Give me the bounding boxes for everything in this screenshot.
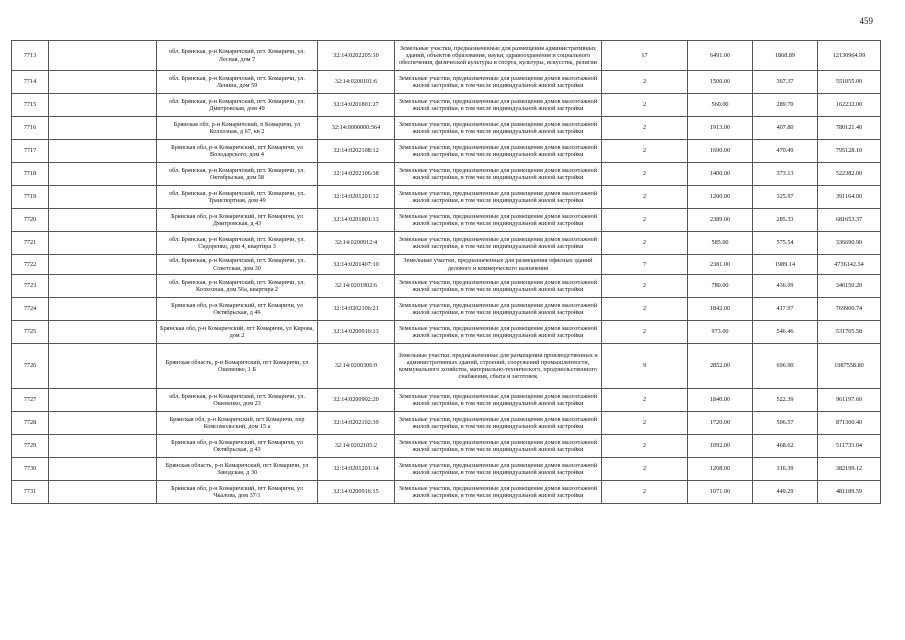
cadastral-value-cell: 961197.60 [818, 389, 881, 412]
row-number: 7714 [12, 71, 49, 94]
specific-value-cell: 325.97 [753, 186, 818, 209]
cadastral-value-cell: 871300.40 [818, 412, 881, 435]
area-cell: 1720.00 [688, 412, 753, 435]
use-code-cell: 2 [602, 186, 688, 209]
blank-cell [49, 41, 157, 71]
cadastral-value-cell: 382199.12 [818, 458, 881, 481]
area-cell: 780.00 [688, 275, 753, 298]
use-code-cell: 2 [602, 275, 688, 298]
blank-cell [49, 140, 157, 163]
land-use-cell: Земельные участки, предназначенные для размещения домов малоэтажной жилой застройки, в том числе индивидуальной жилой застройки [395, 412, 602, 435]
address-cell: Брянская обл, р-н Комаричский, пгт Комаричи, ул Чкалова, дом 37/1 [157, 481, 318, 504]
use-code-cell: 17 [602, 41, 688, 71]
address-cell: обл. Брянская, р-н Комаричский, пгт. Комаричи, ул. Сидоренко, дом 4, квартира 3 [157, 232, 318, 255]
cadastral-value-cell: 391164.00 [818, 186, 881, 209]
address-cell: обл. Брянская, р-н Комаричский, пгт. Комаричи, ул. Ленина, дом 59 [157, 71, 318, 94]
row-number: 7715 [12, 94, 49, 117]
table-row [12, 412, 881, 435]
address-cell: Брянская обл, р-н Комаричский, пгт Комаричи, пер Комсомольский, дом 15 а [157, 412, 318, 435]
cadastral-number-cell: 32:14:0200910:13 [318, 321, 395, 344]
row-number: 7720 [12, 209, 49, 232]
specific-value-cell: 436.09 [753, 275, 818, 298]
row-number: 7729 [12, 435, 49, 458]
row-number: 7723 [12, 275, 49, 298]
row-number: 7731 [12, 481, 49, 504]
cadastral-number-cell: 32:14:0201801:27 [318, 94, 395, 117]
use-code-cell: 2 [602, 140, 688, 163]
blank-cell [49, 481, 157, 504]
blank-cell [49, 458, 157, 481]
use-code-cell: 2 [602, 117, 688, 140]
land-use-cell: Земельные участки, предназначенные для размещения домов малоэтажной жилой застройки, в том числе индивидуальной жилой застройки [395, 321, 602, 344]
use-code-cell: 2 [602, 458, 688, 481]
area-cell: 585.00 [688, 232, 753, 255]
area-cell: 2381.00 [688, 255, 753, 275]
use-code-cell: 2 [602, 209, 688, 232]
row-number: 7713 [12, 41, 49, 71]
use-code-cell: 2 [602, 163, 688, 186]
specific-value-cell: 575.54 [753, 232, 818, 255]
blank-cell [49, 255, 157, 275]
use-code-cell: 9 [602, 344, 688, 389]
address-cell: обл. Брянская, р-н Комаричский, пгт. Комаричи, ул. Транспортная, дом 49 [157, 186, 318, 209]
land-registry-table [11, 40, 881, 504]
blank-cell [49, 163, 157, 186]
blank-cell [49, 71, 157, 94]
land-use-cell: Земельные участки, предназначенные для размещения домов малоэтажной жилой застройки, в том числе индивидуальной жилой застройки [395, 186, 602, 209]
blank-cell [49, 298, 157, 321]
land-use-cell: Земельные участки, предназначенные для размещения домов малоэтажной жилой застройки, в том числе индивидуальной жилой застройки [395, 163, 602, 186]
specific-value-cell: 470.49 [753, 140, 818, 163]
use-code-cell: 7 [602, 255, 688, 275]
address-cell: обл. Брянская, р-н Комаричский, пгт. Комаричи, ул. Колхозная, дом 56а, квартира 2 [157, 275, 318, 298]
cadastral-number-cell: 32:14:0000000:564 [318, 117, 395, 140]
cadastral-number-cell: 32:14:0202106:21 [318, 298, 395, 321]
cadastral-number-cell: 32:14:0202108:12 [318, 140, 395, 163]
specific-value-cell: 289.70 [753, 94, 818, 117]
table-row [12, 94, 881, 117]
table-row [12, 232, 881, 255]
area-cell: 1200.00 [688, 186, 753, 209]
specific-value-cell: 449.29 [753, 481, 818, 504]
blank-cell [49, 412, 157, 435]
area-cell: 1092.00 [688, 435, 753, 458]
row-number: 7728 [12, 412, 49, 435]
row-number: 7724 [12, 298, 49, 321]
blank-cell [49, 435, 157, 458]
blank-cell [49, 321, 157, 344]
table-row [12, 275, 881, 298]
area-cell: 2389.00 [688, 209, 753, 232]
use-code-cell: 2 [602, 298, 688, 321]
row-number: 7716 [12, 117, 49, 140]
blank-cell [49, 344, 157, 389]
address-cell: обл. Брянская, р-н Комаричский, пгт. Комаричи, ул. Октябрьская, дом 58 [157, 163, 318, 186]
row-number: 7718 [12, 163, 49, 186]
specific-value-cell: 506.57 [753, 412, 818, 435]
land-use-cell: Земельные участки, предназначенные для размещения домов малоэтажной жилой застройки, в том числе индивидуальной жилой застройки [395, 94, 602, 117]
cadastral-value-cell: 531705.58 [818, 321, 881, 344]
address-cell: обл. Брянская, р-н Комаричский, пгт. Комаричи, ул. Советская, дом 30 [157, 255, 318, 275]
cadastral-number-cell: 32:14:0202105:2 [318, 435, 395, 458]
table-row [12, 140, 881, 163]
land-use-cell: Земельные участки, предназначенные для размещения домов малоэтажной жилой застройки, в том числе индивидуальной жилой застройки [395, 389, 602, 412]
table-row [12, 71, 881, 94]
specific-value-cell: 1868.89 [753, 41, 818, 71]
blank-cell [49, 117, 157, 140]
row-number: 7726 [12, 344, 49, 389]
address-cell: Брянская обл, р-н Комаричский, пгт Комаричи, ул Дмитровская, д 43 [157, 209, 318, 232]
cadastral-number-cell: 32:14:0200902:20 [318, 389, 395, 412]
cadastral-value-cell: 511733.04 [818, 435, 881, 458]
area-cell: 1690.00 [688, 140, 753, 163]
specific-value-cell: 316.39 [753, 458, 818, 481]
use-code-cell: 2 [602, 232, 688, 255]
specific-value-cell: 1989.14 [753, 255, 818, 275]
address-cell: обл. Брянская, р-н Комаричский, пгт. Комаричи, ул. Ошевенко, дом 23 [157, 389, 318, 412]
blank-cell [49, 232, 157, 255]
area-cell: 1842.00 [688, 298, 753, 321]
address-cell: Брянская обл, р-н Комаричский, пгт Комаричи, ул Октябрьская, д 43 [157, 435, 318, 458]
cadastral-number-cell: 32:14:0201201:12 [318, 186, 395, 209]
land-use-cell: Земельные участки, предназначенные для размещения домов малоэтажной жилой застройки, в том числе индивидуальной жилой застройки [395, 481, 602, 504]
use-code-cell: 2 [602, 71, 688, 94]
specific-value-cell: 546.46 [753, 321, 818, 344]
address-cell: Брянская область, р-н Комаричский, пгт Комаричи, ул Ошевенко, 1 Б [157, 344, 318, 389]
registry-body [12, 41, 881, 504]
land-use-cell: Земельные участки, предназначенные для размещения домов малоэтажной жилой застройки, в том числе индивидуальной жилой застройки [395, 298, 602, 321]
table-row [12, 298, 881, 321]
blank-cell [49, 209, 157, 232]
table-row [12, 41, 881, 71]
specific-value-cell: 285.33 [753, 209, 818, 232]
specific-value-cell: 696.90 [753, 344, 818, 389]
land-use-cell: Земельные участки, предназначенные для размещения домов малоэтажной жилой застройки, в том числе индивидуальной жилой застройки [395, 209, 602, 232]
table-row [12, 186, 881, 209]
land-use-cell: Земельные участки, предназначенные для размещения домов малоэтажной жилой застройки, в том числе индивидуальной жилой застройки [395, 458, 602, 481]
blank-cell [49, 275, 157, 298]
table-row [12, 255, 881, 275]
land-use-cell: Земельные участки, предназначенные для размещения домов малоэтажной жилой застройки, в том числе индивидуальной жилой застройки [395, 232, 602, 255]
table-row [12, 389, 881, 412]
cadastral-number-cell: 32:14:0200306:9 [318, 344, 395, 389]
cadastral-value-cell: 795128.10 [818, 140, 881, 163]
cadastral-number-cell: 32:14:0201407:10 [318, 255, 395, 275]
cadastral-value-cell: 162232.00 [818, 94, 881, 117]
specific-value-cell: 468.62 [753, 435, 818, 458]
use-code-cell: 2 [602, 435, 688, 458]
area-cell: 1400.00 [688, 163, 753, 186]
cadastral-value-cell: 4736142.34 [818, 255, 881, 275]
row-number: 7717 [12, 140, 49, 163]
row-number: 7722 [12, 255, 49, 275]
use-code-cell: 2 [602, 481, 688, 504]
table-row [12, 163, 881, 186]
cadastral-number-cell: 32:14:0202205:10 [318, 41, 395, 71]
blank-cell [49, 389, 157, 412]
row-number: 7725 [12, 321, 49, 344]
blank-cell [49, 94, 157, 117]
cadastral-value-cell: 336690.90 [818, 232, 881, 255]
row-number: 7721 [12, 232, 49, 255]
table-row [12, 435, 881, 458]
table-row [12, 209, 881, 232]
blank-cell [49, 186, 157, 209]
land-use-cell: Земельные участки, предназначенные для размещения домов малоэтажной жилой застройки, в том числе индивидуальной жилой застройки [395, 71, 602, 94]
address-cell: Брянская обл, р-н Комаричский, пгт Комаричи, ул Володарского, дом 4 [157, 140, 318, 163]
page-number: 459 [859, 16, 873, 26]
area-cell: 560.00 [688, 94, 753, 117]
land-use-cell: Земельные участки, предназначенные для размещения административных зданий, объектов образования, науки, здравоохранения и социального обеспечения, физической культуры и спорта, культуры, искусства, религии [395, 41, 602, 71]
cadastral-number-cell: 32:14:0202102:39 [318, 412, 395, 435]
address-cell: Брянская обл, р-н Комаричский, пгт Комаричи, ул Октябрьская, д 46 [157, 298, 318, 321]
address-cell: Брянская обл, р-н Комаричский, п Комаричи, ул Колхозная, д 67, кв 2 [157, 117, 318, 140]
land-use-cell: Земельные участки, предназначенные для размещения домов малоэтажной жилой застройки, в том числе индивидуальной жилой застройки [395, 140, 602, 163]
cadastral-value-cell: 681653.37 [818, 209, 881, 232]
land-use-cell: Земельные участки, предназначенные для размещения домов малоэтажной жилой застройки, в том числе индивидуальной жилой застройки [395, 435, 602, 458]
address-cell: Брянская область, р-н Комаричский, пгт Комаричи, ул Заводская, д 30 [157, 458, 318, 481]
cadastral-number-cell: 32:14:0200912:4 [318, 232, 395, 255]
land-use-cell: Земельные участки, предназначенные для размещения домов малоэтажной жилой застройки, в том числе индивидуальной жилой застройки [395, 117, 602, 140]
row-number: 7727 [12, 389, 49, 412]
land-use-cell: Земельные участки, предназначенные для размещения офисных зданий делового и коммерческого назначения [395, 255, 602, 275]
use-code-cell: 2 [602, 321, 688, 344]
address-cell: Брянская обл, р-н Комаричский, пгт Комаричи, ул Кирова, дом 2 [157, 321, 318, 344]
table-row [12, 481, 881, 504]
specific-value-cell: 417.97 [753, 298, 818, 321]
area-cell: 1840.00 [688, 389, 753, 412]
cadastral-value-cell: 340150.20 [818, 275, 881, 298]
row-number: 7719 [12, 186, 49, 209]
cadastral-value-cell: 780121.40 [818, 117, 881, 140]
address-cell: обл. Брянская, р-н Комаричский, пгт. Комаричи, ул. Дмитровская, дом 49 [157, 94, 318, 117]
cadastral-value-cell: 551055.00 [818, 71, 881, 94]
specific-value-cell: 367.37 [753, 71, 818, 94]
land-use-cell: Земельные участки, предназначенные для размещения производственных и административных зданий, строений, сооружений промышленности, коммунального хозяйства, материально-технического, продовольственного снабжения, сбыта и заготовок [395, 344, 602, 389]
area-cell: 1913.00 [688, 117, 753, 140]
table-row [12, 117, 881, 140]
area-cell: 1071.00 [688, 481, 753, 504]
cadastral-number-cell: 32:14:0201801:13 [318, 209, 395, 232]
cadastral-number-cell: 32:14:0202106:38 [318, 163, 395, 186]
row-number: 7730 [12, 458, 49, 481]
cadastral-number-cell: 32:14:0201201:14 [318, 458, 395, 481]
cadastral-value-cell: 522382.00 [818, 163, 881, 186]
cadastral-value-cell: 12130964.99 [818, 41, 881, 71]
area-cell: 6491.00 [688, 41, 753, 71]
use-code-cell: 2 [602, 412, 688, 435]
area-cell: 2852.00 [688, 344, 753, 389]
specific-value-cell: 373.13 [753, 163, 818, 186]
area-cell: 1208.00 [688, 458, 753, 481]
cadastral-value-cell: 769900.74 [818, 298, 881, 321]
cadastral-value-cell: 481189.59 [818, 481, 881, 504]
land-use-cell: Земельные участки, предназначенные для размещения домов малоэтажной жилой застройки, в том числе индивидуальной жилой застройки [395, 275, 602, 298]
address-cell: обл. Брянская, р-н Комаричский, пгт. Комаричи, ул. Лесная, дом 7 [157, 41, 318, 71]
area-cell: 1500.00 [688, 71, 753, 94]
specific-value-cell: 522.39 [753, 389, 818, 412]
cadastral-number-cell: 32:14:0200101:6 [318, 71, 395, 94]
specific-value-cell: 407.80 [753, 117, 818, 140]
area-cell: 973.00 [688, 321, 753, 344]
cadastral-value-cell: 1987558.80 [818, 344, 881, 389]
cadastral-number-cell: 32:14:0201902:6 [318, 275, 395, 298]
use-code-cell: 2 [602, 94, 688, 117]
use-code-cell: 2 [602, 389, 688, 412]
table-row [12, 321, 881, 344]
cadastral-number-cell: 32:14:0200916:15 [318, 481, 395, 504]
table-row [12, 344, 881, 389]
table-row [12, 458, 881, 481]
